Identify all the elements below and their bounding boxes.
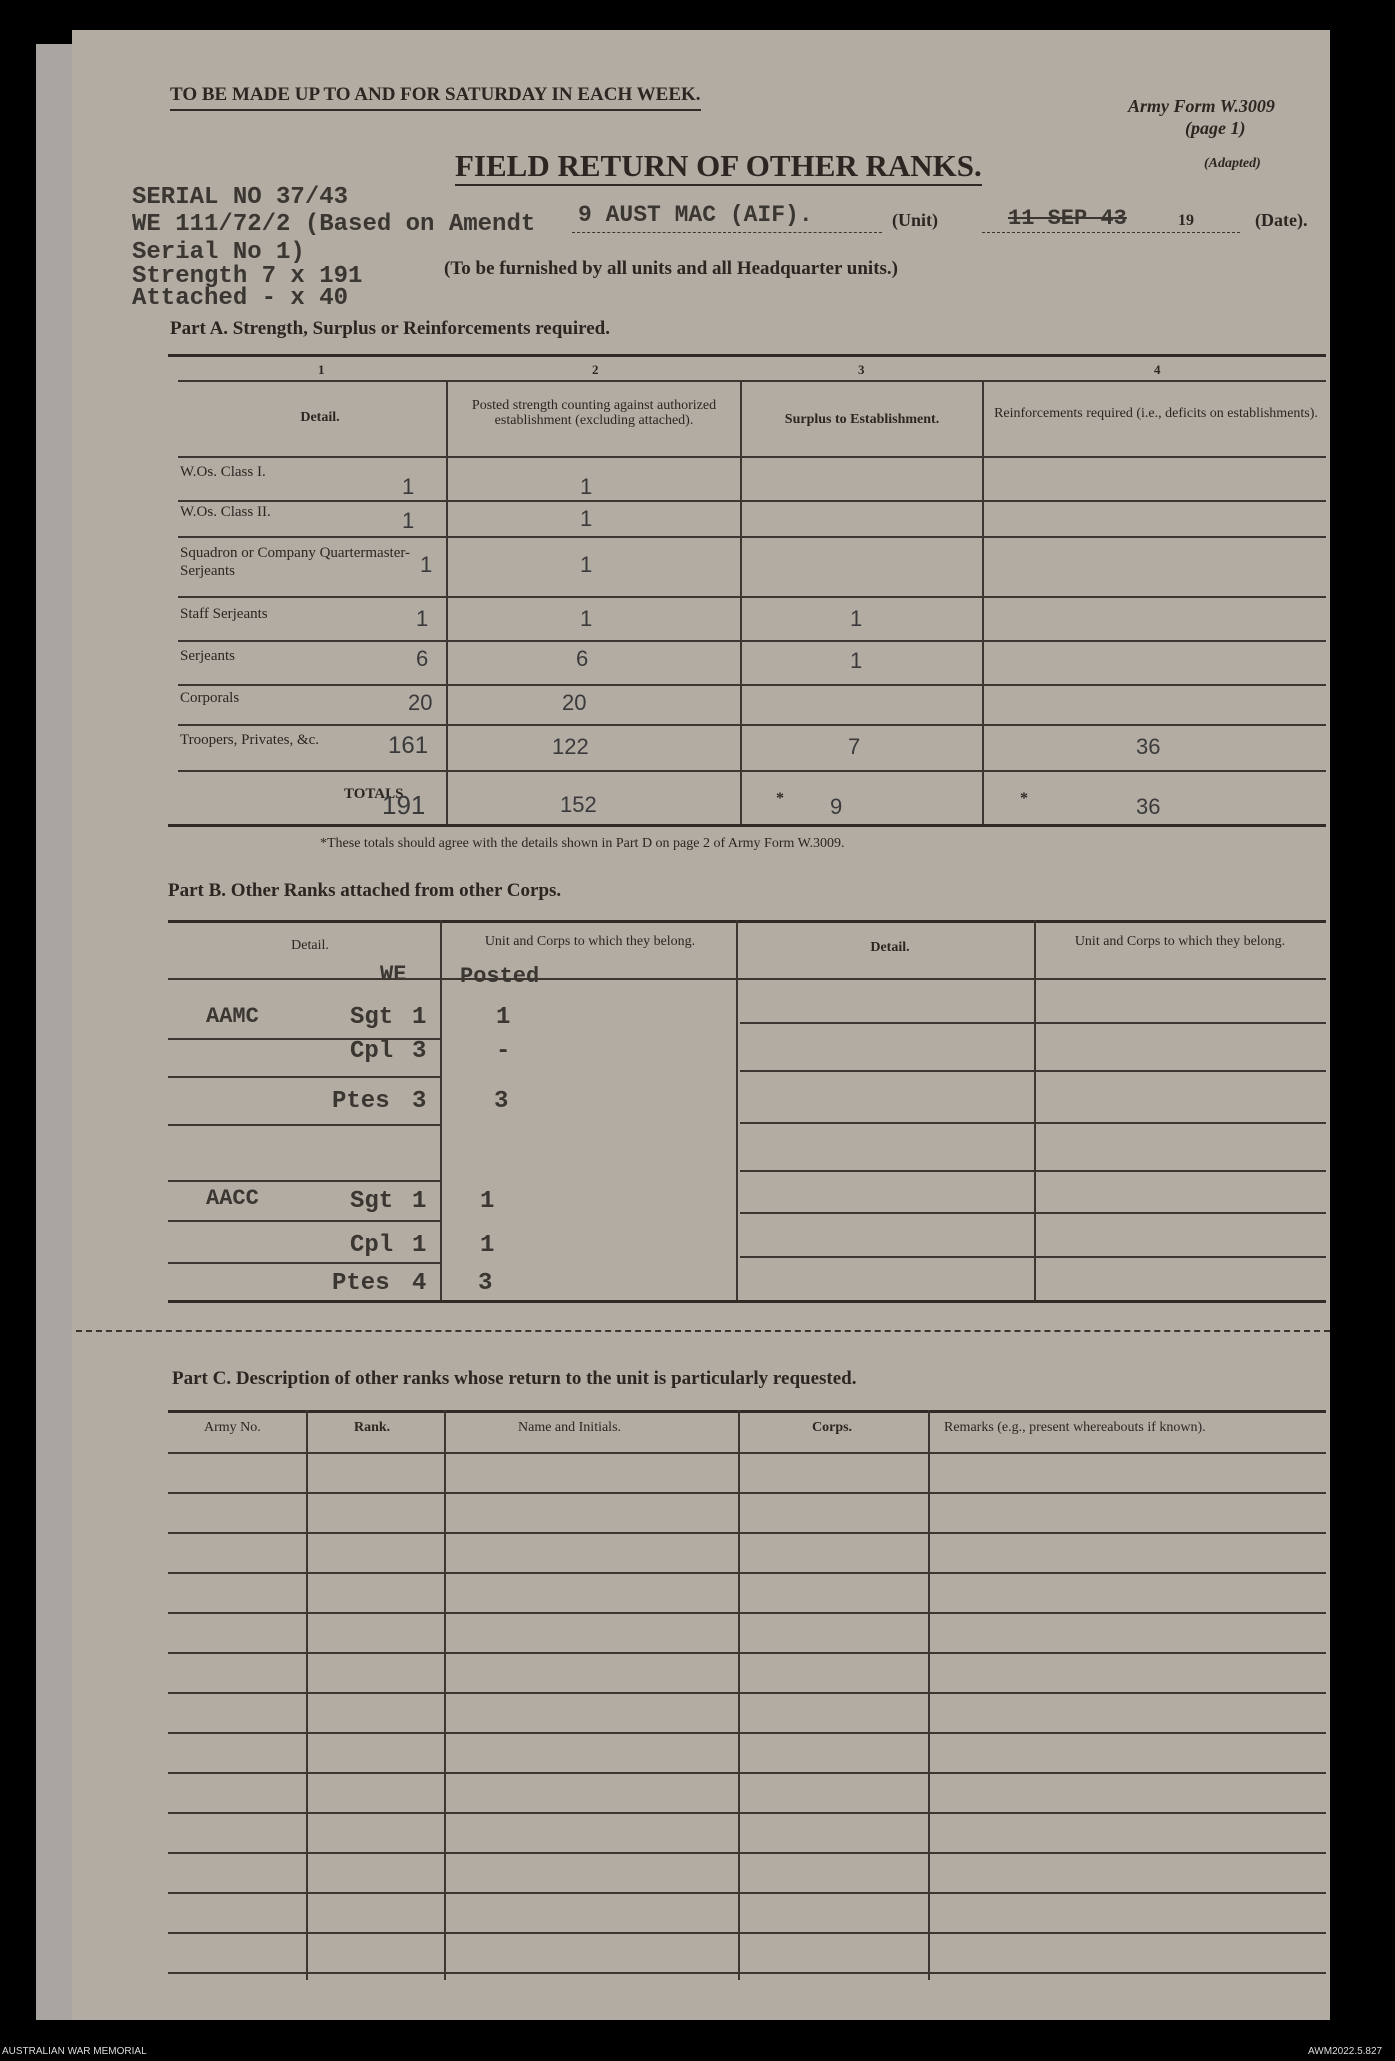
row-cpl-detail: Corporals — [180, 690, 240, 706]
date-value: 11 SEP 43 — [1008, 206, 1127, 231]
part-a-row-rule — [178, 770, 1326, 772]
part-a-row-rule — [178, 640, 1326, 642]
serial-line-2: WE 111/72/2 (Based on Amendt — [132, 211, 536, 238]
row-sgt-we: 6 — [416, 646, 429, 671]
part-a-colnum-1: 1 — [318, 362, 325, 377]
part-b-row-rule — [740, 1022, 1326, 1024]
row-wo2-detail: W.Os. Class II. — [180, 504, 271, 520]
year-prefix: 19 — [1178, 212, 1194, 229]
form-number: Army Form W.3009 — [1128, 96, 1275, 116]
part-b-top-rule — [168, 920, 1326, 923]
row-sgt-posted: 6 — [576, 646, 589, 671]
row-wo2-posted: 1 — [580, 506, 593, 531]
posted-label: Posted — [460, 964, 540, 989]
unit-label: (Unit) — [892, 210, 938, 230]
row-cqms-we: 1 — [420, 552, 433, 577]
group-corps: AAMC — [206, 1004, 259, 1029]
part-a-row-rule — [178, 684, 1326, 686]
footer-right: AWM2022.5.827 — [1308, 2046, 1383, 2057]
group2-row2-rank: Cpl — [350, 1232, 394, 1259]
part-a-top-rule — [168, 354, 1326, 357]
part-a-row-rule — [178, 500, 1326, 502]
adapted-label: (Adapted) — [1204, 156, 1261, 171]
part-b-row-rule — [168, 1076, 442, 1078]
part-a-header-rule — [178, 456, 1326, 458]
row-cpl-we: 20 — [408, 690, 433, 715]
part-c-col-rank: Rank. — [354, 1420, 391, 1435]
group1-row1-rank: Sgt — [350, 1004, 394, 1031]
row-cqms-detail-1: Squadron or Company Quartermaster-Serjeants — [180, 545, 411, 579]
group2-row2-we: 1 — [412, 1232, 427, 1259]
group2-row3-we: 4 — [412, 1270, 427, 1297]
row-wo2-we: 1 — [402, 508, 415, 533]
part-c-row-rule — [168, 1572, 1326, 1574]
group2-row1-posted: 1 — [480, 1188, 495, 1215]
part-c-row-rule — [168, 1972, 1326, 1974]
part-c-top-rule — [168, 1410, 1326, 1413]
part-c-row-rule — [168, 1492, 1326, 1494]
top-note: TO BE MADE UP TO AND FOR SATURDAY IN EACH WEEK. — [170, 84, 701, 111]
row-wo1-we: 1 — [402, 474, 415, 499]
row-ssgt-we: 1 — [416, 606, 429, 631]
footer-left: AUSTRALIAN WAR MEMORIAL — [2, 2046, 147, 2057]
part-c-row-rule — [168, 1892, 1326, 1894]
row-cqms-posted: 1 — [580, 552, 593, 577]
part-b-col-unit-2: Unit and Corps to which they belong. — [1074, 934, 1286, 949]
part-c-col-name: Name and Initials. — [518, 1420, 622, 1435]
part-c-row-rule — [168, 1932, 1326, 1934]
part-a-col-posted: Posted strength counting against authorized establishment (excluding attached). — [471, 398, 717, 428]
furnish-note: (To be furnished by all units and all Headquarter units.) — [444, 258, 898, 279]
row-ssgt-posted: 1 — [580, 606, 593, 631]
part-a-vline-1 — [446, 380, 448, 824]
part-a-colnum-2: 2 — [592, 362, 599, 377]
part-a-row-rule — [178, 724, 1326, 726]
group2-row2-posted: 1 — [480, 1232, 495, 1259]
date-underline — [982, 232, 1240, 233]
part-a-colnum-rule — [178, 380, 1326, 382]
part-c-col-armyno: Army No. — [204, 1420, 261, 1435]
part-b-row-rule — [740, 1070, 1326, 1072]
part-b-row-rule — [168, 1124, 442, 1126]
totals-label: TOTALS — [344, 786, 404, 802]
part-c-row-rule — [168, 1852, 1326, 1854]
part-a-bottom-rule — [168, 824, 1326, 827]
part-c-row-rule — [168, 1612, 1326, 1614]
unit-value: 9 AUST MAC (AIF). — [578, 202, 813, 228]
part-a-col-surplus: Surplus to Establishment. — [784, 412, 940, 427]
part-c-heading: Part C. Description of other ranks whose return to the unit is particularly requested. — [172, 1368, 857, 1389]
part-c-vline-2 — [444, 1410, 446, 1980]
part-c-row-rule — [168, 1692, 1326, 1694]
part-b-vline-3 — [1034, 920, 1036, 1300]
part-a-heading: Part A. Strength, Surplus or Reinforcements required. — [170, 318, 610, 339]
part-c-row-rule — [168, 1732, 1326, 1734]
part-b-vline-2 — [736, 920, 738, 1300]
serial-line-5: Attached - x 40 — [132, 285, 349, 312]
we-label: WE — [380, 962, 407, 987]
part-b-bottom-rule — [168, 1300, 1326, 1303]
part-c-vline-3 — [738, 1410, 740, 1980]
perforation-line — [76, 1330, 1330, 1332]
part-a-colnum-3: 3 — [858, 362, 865, 377]
row-pte-surplus: 7 — [848, 734, 861, 759]
part-b-col-detail-2: Detail. — [870, 940, 910, 955]
row-wo1-posted: 1 — [580, 474, 593, 499]
part-c-row-rule — [168, 1452, 1326, 1454]
row-sgt-detail: Serjeants — [180, 648, 235, 664]
part-b-row-rule — [740, 1212, 1326, 1214]
row-pte-reinf: 36 — [1136, 734, 1161, 759]
part-b-row-rule — [168, 1038, 442, 1040]
row-ssgt-detail: Staff Serjeants — [180, 606, 268, 622]
part-b-row-rule — [168, 1220, 442, 1222]
totals-reinf: 36 — [1136, 794, 1161, 819]
row-pte-detail: Troopers, Privates, &c. — [180, 732, 320, 748]
part-a-vline-3 — [982, 380, 984, 824]
part-a-vline-2 — [740, 380, 742, 824]
totals-surplus: 9 — [830, 794, 843, 819]
group1-row2-posted: - — [496, 1038, 511, 1065]
part-c-col-corps: Corps. — [812, 1420, 853, 1435]
date-label: (Date). — [1255, 210, 1308, 230]
group-corps: AACC — [206, 1186, 259, 1211]
serial-line-3: Serial No 1) — [132, 239, 305, 266]
part-b-vline-1 — [440, 920, 442, 1300]
row-sgt-surplus: 1 — [850, 648, 863, 673]
group2-row3-rank: Ptes — [332, 1270, 390, 1297]
part-b-row-rule — [168, 1180, 442, 1182]
part-c-row-rule — [168, 1812, 1326, 1814]
part-b-col-unit-1: Unit and Corps to which they belong. — [484, 934, 696, 949]
part-a-col-reinf: Reinforcements required (i.e., deficits on establishments). — [994, 406, 1318, 421]
part-c-row-rule — [168, 1772, 1326, 1774]
part-b-row-rule — [740, 1122, 1326, 1124]
part-b-heading: Part B. Other Ranks attached from other Corps. — [168, 880, 562, 901]
part-a-colnum-4: 4 — [1154, 362, 1161, 377]
row-wo1-detail: W.Os. Class I. — [180, 464, 266, 480]
part-c-col-remarks: Remarks (e.g., present whereabouts if known). — [944, 1420, 1206, 1435]
unit-underline — [572, 232, 882, 233]
totals-surplus-star: * — [776, 790, 784, 807]
row-ssgt-surplus: 1 — [850, 606, 863, 631]
group1-row1-we: 1 — [412, 1004, 427, 1031]
group1-row3-posted: 3 — [494, 1088, 509, 1115]
part-b-col-detail-1: Detail. — [291, 938, 329, 953]
group2-row3-posted: 3 — [478, 1270, 493, 1297]
group2-row1-we: 1 — [412, 1188, 427, 1215]
part-c-row-rule — [168, 1652, 1326, 1654]
row-cpl-posted: 20 — [562, 690, 587, 715]
group1-row2-rank: Cpl — [350, 1038, 394, 1065]
part-c-row-rule — [168, 1532, 1326, 1534]
part-b-row-rule — [740, 1170, 1326, 1172]
totals-reinf-star: * — [1020, 790, 1028, 807]
group1-row3-rank: Ptes — [332, 1088, 390, 1115]
row-pte-posted: 122 — [552, 734, 589, 759]
part-a-row-rule — [178, 536, 1326, 538]
backing-strip — [36, 44, 76, 2020]
part-b-header-rule — [168, 978, 1326, 980]
group1-row2-we: 3 — [412, 1038, 427, 1065]
group2-row1-rank: Sgt — [350, 1188, 394, 1215]
totals-posted: 152 — [560, 792, 597, 817]
page-title: FIELD RETURN OF OTHER RANKS. — [455, 148, 982, 186]
part-a-row-rule — [178, 596, 1326, 598]
totals-we: 191 — [382, 790, 426, 820]
serial-line-4: Strength 7 x 191 — [132, 263, 363, 290]
serial-line-1: SERIAL NO 37/43 — [132, 184, 349, 211]
group1-row3-we: 3 — [412, 1088, 427, 1115]
row-pte-we: 161 — [388, 732, 429, 759]
part-a-col-detail: Detail. — [300, 410, 340, 425]
page-number: (page 1) — [1185, 118, 1246, 138]
part-a-footnote: *These totals should agree with the details shown in Part D on page 2 of Army Form W.3009. — [320, 836, 845, 851]
part-b-row-rule — [740, 1256, 1326, 1258]
part-b-row-rule — [168, 1262, 442, 1264]
part-c-vline-4 — [928, 1410, 930, 1980]
group1-row1-posted: 1 — [496, 1004, 511, 1031]
part-c-vline-1 — [306, 1410, 308, 1980]
